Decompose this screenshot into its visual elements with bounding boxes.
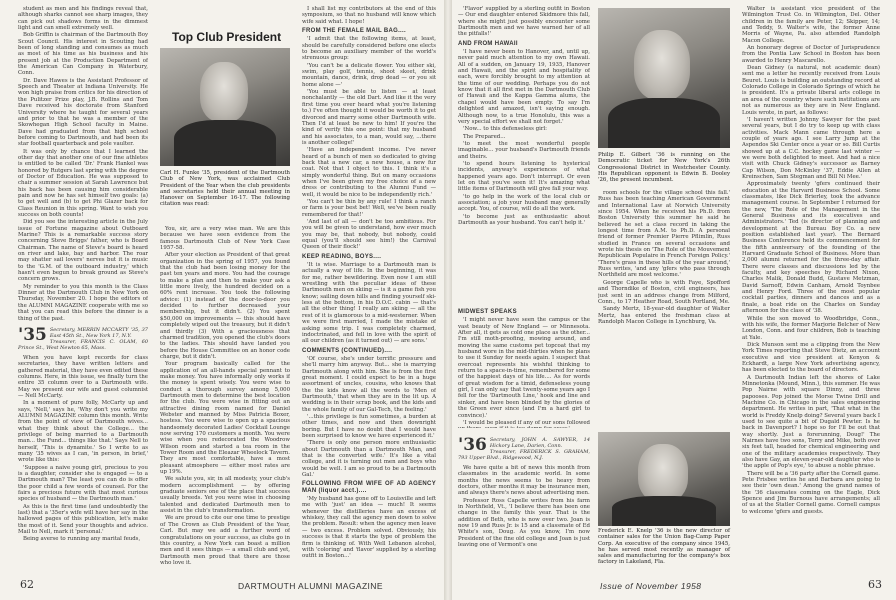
paragraph: You, sir, are a very wise man. We are this because we have seen evidence from the famous Dartmouth Club of New York Case 1957-58. xyxy=(160,226,290,252)
paragraph: Approximately twenty 'gfers continued their education at the Harvard Business School. Some classmates, like Dick Brierley, took the advance management course. In September I returned for the new, 'The Role of the Management in the General Business and its executives and Administrators.' Ted (is director of planning and development at the Bureau Boy Co. a new position established last year). The Bernard Business Conference held its commencement for the fifth anniversary of the founding of the Harvard Graduate School of Business. More than 2,000 alumni returned for the three-day affair. There were classes and discussions led by the faculty, and key speeches by Richard Nixon, Charles Malik, Donald Budd, Gustave Metzman, David Sarnoff, Edwin Canham, Arnold Toynbee and Henry Ford. Three of the most popular cocktail parties, dinners and dances and as a finale, a boat ride on the Charles on Sunday afternoon for the class of '38. xyxy=(742,181,880,315)
knelp-caption: Frederick E. Knelp '36 is the new director of container sales for the Union Bag-Camp Paper Corp. An executive of the company since 1945, he has served most recently as manager of sales and manufacturing for the company's box factory in Lakeland, Fla. xyxy=(598,528,730,566)
subhead: FOLLOWING FROM WIFE OF AD AGENCY MAN (liquor acct.).... xyxy=(302,481,436,494)
paragraph: 'You must be able to listen — at least nonchalantly — the old Dart. And like it the very first time you ever heard what you're listening to.) I've often thought it would be worth it to get divorced and marry some other Dartmouth wife. Then I'd at least be new to him! If you're the kind of verify this one point: that my husband and his associates, to a man, would say, ...there is another college!' xyxy=(302,89,436,146)
right-column-2-top xyxy=(598,190,730,430)
paragraph: Dick Munson sent me a clipping from the New York Times reporting that Steve Dietz, an account executive and vice president at Kenyon & Eckhardt, a large New York advertising agency, has been elected to the board of directors. xyxy=(742,341,880,374)
subhead: COMMENTS (CONTINUED).... xyxy=(302,347,393,354)
paragraph: After your election as President of that great organization in the spring of 1957, you found that the club had been losing money for the past ten years and more. You had the courage to make a plan and then to make your ask a little more lively, the hundred decided on a 60% rent increase. You took the following advice: (1) instead of the door-to-door you decided to further decreased your membership, but it didn't. (2) You spent $50,000 on improvements — this should have completely wiped out the treasury, but it didn't and thirdly (3) With a graciousness that charmed tradition, you opened the club's doors to the ladies. This should have landed you before the House Committee on an honor code charge, but it didn't. xyxy=(160,252,290,360)
class-number: '35 xyxy=(18,326,47,345)
paragraph: The Prepared... xyxy=(463,133,506,140)
paragraph: Bob Griffin is chairman of the Dartmouth Boy Scout Council. His interest in Scouting had been of long standing and consumes as much as most of his time as his business and his present job at the Production Department of the American Can Company in Waterbury, Conn. xyxy=(18,32,148,77)
section-title: Top Club President xyxy=(172,30,282,44)
paragraph: We are proud to cite our one time to prestige of The Crown as Club President of the Year, Carl. But may we add a further word of congratulations on your success, as clubs go in this country, a New York can boast a million men and it sees things — a small club and yet, Dartmouth men proud that there are those who love it. xyxy=(160,515,290,566)
paragraph: Sandy Mertz, 18-year-old daughter of Walter Mertz, has entered the freshman class at Randolph Macon College in Lynchburg, Va. xyxy=(598,306,730,325)
paragraph: 'to go help in the work of the local club or association; a job your husband may generally accept. You, of course, will do all the work. xyxy=(458,193,590,213)
paragraph: student as men and his findings reveal that, although sharks cannot see sharp images, they can pick out shadows forms in the dimmest light and can smell extremely well. xyxy=(18,6,148,32)
paragraph: There will be a '36 party after the Cornell game. Pete Frisbee writes he and Barbara are going to see their 'own dean.' Among the grand names of the '36 classmates coming on the Eagle, Dick Spence and Jim Burnous have arrangements; all of us at the Statler Cornell game. Cornell campus to welcome 'gfers and guests. xyxy=(742,470,880,515)
paragraph: 'Have an independent income. I've never heard of a bunch of men so dedicated to giving back that a new car, a new house, a new fur coat. Not that I object to this. I think it's a simply wonderful thing. But on many occasions when I've been given my free choice of a new dress or contributing to the Alumni Fund — well, it would be nice to be independently rich.' xyxy=(302,147,436,198)
paragraph: We have quite a bit of news this month from classmates in the academic world. In some months the news seems to be heavy from doctors, other months it may be insurance men, and always there's news about advertising men. xyxy=(458,465,590,497)
paragraph: 'I would be pleased if any of our sons followed xyxy=(463,419,590,426)
paragraph: While the son moved to Woodbridge, Conn., with his wife, the former Marjorie Belcher of New London, Conn. and four children, Bob is teaching at Yale. xyxy=(742,315,880,341)
gilbert-caption: Philip E. Gilbert '36 is running on the Democratic ticket for New York's 26th Congressional District in Westchester County. His Republican opponent is Edwin B. Dooley '26, the present incumbent. xyxy=(598,152,730,184)
running-footer: DARTMOUTH ALUMNI MAGAZINE xyxy=(238,581,383,591)
page-number: 62 xyxy=(20,578,34,591)
paragraph: 'to become just as enthusiastic about Dartmouth as your husband. You can't help it.' xyxy=(458,213,590,226)
paragraph: 'I have never been to Hanover, and, until up, never paid much attention to my own Hawaii. All of a sudden, on January 19, 1935, Hanover and Hawaii, and the spirit and hospitality of each, were forcibly brought to my attention at the time of our wedding. Perhaps you do not know that it all first met in the Dartmouth Club of Hawaii and the Kappa Gamma alums, the chapel would have been empty. To say I'm delighted and amazed, isn't saying enough. Although now, to a true Honolulu, this was a very special effort we shall not forget.' xyxy=(458,49,590,125)
left-column-1 xyxy=(18,6,148,566)
paragraph: room schools for the village school this fall.' Russ has been teaching American Government and International Law at Norwich University since 1954. When he received his Ph.D. from Boston University this summer he said he believed he set a class record in taking the longest time from A.M. to Ph.D. A personal friend of former Premier Pierre Pflimlin, Russ studied in France on several occasions and wrote his thesis on 'The Role of the Mouvement Republicain Populaire in French Foreign Policy.' 'There's grass in these hills of the year around,' Russ writes, 'and any 'gfers who pass through Northfield are most welcome.' xyxy=(598,190,730,279)
paragraph: When you have kept records for class secretaries, they have written letters and gathered material, they have even edited these columns. Here, in this issue, we finally turn the entire 35 column over to a Dartmouth wife. May we present our wife and guest columnist — Nell McCarty. xyxy=(18,354,148,399)
subhead: FROM THE FEMALE MAIL BAG.... xyxy=(302,28,406,35)
paragraph: George Capelle who is with Faye, Spofford and Thorndike of Boston, civil engineers, has just sent in an address change from Milford, Conn., to 17 Heather Road, South Portland, Me. xyxy=(598,279,730,305)
paragraph: As this is the first time (and undoubtedly the last) that a '35er's wife will have her say in the hallowed pages of this publication, let's make the most of it. Send your thoughts and advice. Mail to Nell, mark it 'personal.' xyxy=(18,503,148,536)
subhead: MIDWEST SPEAKS xyxy=(458,309,517,315)
paragraph: Dr. Dave Hawes is the Assistant Professor of Speech and Theater at Indiana University. He won high praise from critics for his direction of the Pulitzer Prize play, J.B. Rollins and Tom Dave received his doctorate from Stanford University where he taught for several years and prior to that he was a member of the Skowhegan High School faculty in Maine. Dave had graduated from that high school before coming to Dartmouth, and had been its star football quarterback and pole vaulter. xyxy=(18,77,148,148)
paragraph: 'You can't be thin by any rule! I think a ranch or farm is your best bet! Well, we've been really remembered for that!' xyxy=(302,198,436,218)
right-page xyxy=(450,0,896,600)
paragraph: 'You can't be a delicate flower. You either ski, swim, play golf, tennis, shoot skeet, drink mountain, dance, drink, drop dead — or you sit home alone —' xyxy=(302,62,436,88)
running-footer: Issue of November 1958 xyxy=(600,581,702,591)
paragraph: Being averse to running any marital feuds, xyxy=(23,536,141,543)
left-column-2 xyxy=(160,226,290,571)
left-page xyxy=(0,0,446,600)
paragraph: Dean Gidney (a natural, not academic dean) sent me a letter he recently received from Louis Beuret. Louis is building an outstanding record at Colorado College in Colorado Springs of which he is president. It's a private liberal arts college in an area of the country where such institutions are not as numerous as they are in New England. Louis wrote, in part, as follows: xyxy=(742,65,880,116)
paragraph: In a moment of pure folly, McCarty up and says, 'Nell,' says he, 'Why don't you write my ALUMNI MAGAZINE column this month. Write from the point of view of Dartmouth wives... what they think about the College... the privilege of being married to a Dartmouth man... the Fund... things like that.' Says Nell to herself, 'This is dynamite.' So I write to as many '35 wives as I can, 'in person, in brief,' wrote like this: xyxy=(18,400,148,464)
class-treasurer: Treasurer, FRANCIS C. OLAM, 60 Prince St., West Newton 65, Mass. xyxy=(18,338,148,351)
paragraph: I shall list my contributors at the end of this symposium, so that no husband will know which wife said what. I hope! xyxy=(302,6,436,25)
right-column-1-mid xyxy=(458,306,590,428)
club-president-photo xyxy=(160,48,290,166)
paragraph: 'I might never have seen the campus or the vast beauty of New England — or Minnesota. After all, it gets as cold one place as the other... I'm still moth-proofing, mowing around, and mowing the same customs pet topcoat that my husband wore in the mid-thirties when he plans to use it Sunday for needs again. I suspect that overcoat represents his wishful thinking to return to a space-in-time, remembered for some of the happiest days of his life.... As for words of great wisdom for a timid, defenseless young girl, I can only say that twenty-some years ago I fell for the 'Dartmouth Line,' hook and line and sinker, and have been blinded by the glories of the Green ever since (and I'm a hard girl to convince).' xyxy=(458,317,590,419)
subhead: KEEP READING, BOYS.... xyxy=(302,253,382,260)
class-secretary: Secretary, MERRIN MCCARTY '35, 37 East 45th St., New York 17, N.Y. xyxy=(49,326,148,339)
paragraph: We salute you, sir, in all modesty, your club's modern accomplishment — by offering graduate seniors one of the place that success usually breeds. Yet you were wise in choosing talented and dedicated Dartmouth men to assist in the club's transformation. xyxy=(160,476,290,515)
gilbert-photo xyxy=(598,8,730,148)
right-column-3 xyxy=(742,6,880,571)
paragraph: '...this privilege is fun sometimes, a burden at other times, and now and then downright boring. But I have no doubt that I would have been surprised to know we have experienced it.' xyxy=(302,413,436,439)
page-number: 63 xyxy=(868,578,882,591)
paragraph: It was only by chance that I learned the other day that another one of our fine athletes is entitled to be called 'Dr.' Frank Hankel was honored by Rutgers last spring with the degree of Doctor of Education. He was supposed to chair a summer session at Sarah Lawrence but his back has been causing him considerable pain and now he has set himself two goals: (a) to get well and (b) to get Phi Glazer back for Class Reunion in this spring. Want to wish you success on both counts! xyxy=(18,148,148,218)
paragraph: 'My husband has gone off to Louisville and left me with 'just' an idea — much! It seems whenever the distilleries have an excess of whiskey, they call the agency men down to solve the problem. Result: when the agency men leave — two excess. Problem solved. Obviously, his success is that it starts the type of problem the firm is thinking of. With Well Lebanon alcohol, with 'coloring' and 'flavor' supplied by a sterling outfit in Boston...' xyxy=(302,496,436,560)
subhead: AND FROM HAWAII xyxy=(458,40,518,47)
class-36-header xyxy=(458,437,590,461)
paragraph: My reminder to you this month is the Class Dinner at the Dartmouth Club in New York on Thursday, November 20. I hope the editors of the ALUMNI MAGAZINE cooperate with me so that you can read this before the dinner is a thing of the past. xyxy=(18,283,148,322)
paragraph: 'Suppose a naive young girl, precious to you is a daughter, consider she is engaged — to a Dartmouth man? The least you can do is offer the poor child a few words of counsel. For the fairs a precious future with that most curious species of husband — the Dartmouth man.' xyxy=(18,464,148,503)
paragraph: 'I haven't written Johnny Sawyer for the past several years, but I do try to keep up with class activities. Mack Mann came through here a couple of years ago. I see Larry Jump at the Aspendos Ski Center once a year or so. Bill Curtis showed up at a C.C. hockey game last winter — we were both delighted to meet. And had a nice visit with Chuck Gidney's successor as Barney Cap Wilson, Don McKinley '37, Eddie Allen at Kreinschen, Sam Stegman and Bill Ni Mee.' xyxy=(742,116,880,180)
paragraph: 'to meet the most wonderful people imaginable... your husband's Dartmouth friends and theirs. xyxy=(458,140,590,160)
class-number: '36 xyxy=(458,437,487,455)
paragraph: Did you see the interesting article in the July issue of Fortune magazine about Outboard Marine? This is a remarkable success story concerning Steve Briggs' father, who is Board Chairman. The name of Steve's board is heard on river and lake, bay and harbor. The roar may shatter sail lovers' nerves but it is music to the 'G.M. of the outboard industry,' which hasn't even begun to break ground as Steve's concern grows. xyxy=(18,219,148,283)
paragraph: 'There is only one person more enthusiastic about Dartmouth than a Dartmouth Man, and that is the converted wife.' It's like a vital college, and it is turning out men and boys who would be well. I am so proud to be a Dartmouth Gal.' xyxy=(302,440,436,479)
paragraph: Professor Ross Capelle writes from his farm in Northfield, Vt., 'I believe there has been one change in the family this year. That is the addition of Beth, who is now over two. Joan is now 19 and Russ Jr. is 15 and a classmate of Ed White's son, Doug. As you know, I'm now President of the fine old college and Joan is just leaving one of Vermont's one xyxy=(458,497,590,549)
right-column-1-top xyxy=(458,6,590,306)
paragraph: An honorary degree of Doctor of Jurisprudence from the Pontia Law School in Boston has been awarded to Henry Mascarello. xyxy=(742,45,880,64)
paragraph: A Dartmouth Indian left the shores of Lake Minnetonka (Mound, Minn.), this summer. He was Pop Nairne with square Dinny, and three papooses. Pop joined the Morse Twine Drill and Machine Co. in Chicago in the sales engineering department. He writes in part, 'That what in the world is Freddy Knelp doing? Several years back I used to see quite a bit of Dugald Pewter. Is he back in Davenport? I hope so for I'll be out that way shortly. Just a forerunning, Doug!' The Nairnes have two sons, Terry and Mike, both over six feet tall, headed for chemical engineering and one of the military academies respectively. They also have Gay, an eleven-year-old daughter who is 'the apple of Pop's eye,' to abuse a noble phrase. xyxy=(742,374,880,470)
paragraph: 'And last of all — don't be too ambitious. For you will be given to understand, how ever much you may be, that nobody, but nobody, could equal (you'll should see him!) the Carnival Queen of their flock!' xyxy=(302,219,436,251)
paragraph: 'Now... to this defenseless girl: xyxy=(463,126,547,133)
photo-caption: Carl H. Funke '35, president of the Dartmouth Club of New York, was acclaimed Club President of the Year when the club presidents and secretaries held their annual meeting in Hanover on September 16-17. The following citation was read: xyxy=(160,170,290,208)
paragraph: 'It is wise. Marriage to a Dartmouth man is actually a way of life. In the beginning, it was for me, rather bewildering. Even now I am still wrestling with the peculiar ideas of these Dartmouth men on skiing — is it a game fish you know; sailing down hills and finding yourself ski-less at the bottom, in his D.O.C. cabin — that's all the other thing! I really am skiing — all the rest of it is glamorous to a mid-westerner. When we were first married, I made the mistake of asking some trip. I was completely charmed, indoctrinated, and fell in love with the spirit of all our children (as it turned out) — are sons.' xyxy=(302,262,436,345)
knelp-photo xyxy=(598,432,730,526)
paragraph: Your program basically called for the application of an all-hands special pennant to make money. You have informally only works if the money is spent wisely. You were wise to conduct a thorough survey among 5,000 Dartmouth men to determine the best location for the club. You were wise in fitting out an attractive dining room named for Daniel Webster and manned by Miss Patricia Boxer, hostess. You were wise to open up a spacious handsomely decorated Ladies' Cocktail Lounge now serving 170 customers a month. You were wise when you redecorated the Woodrow Wilson room and started a tea room in the Tower Room and the Eleazar Wheelock Tavern. They are most comfortable, have a most pleasant atmosphere — either most rates are up 19%. xyxy=(160,361,290,476)
paragraph: 'to spend hours listening to hysterical incidents, anyway's experiences of what happened years ago. Don't interrupt. Or even let on that you've seen it! It's amazing what little items of Dartmouth will give fall your way. xyxy=(458,160,590,193)
paragraph: Walter is assistant vice president of the Wilmington Trust Co. in Wilmington, Del. Other children in the family are Peter, 12; Skipper, 14; and Teddy, 9. Walter's wife, the former Anne Morris of Wayne, Pa. also attended Randolph Macon College. xyxy=(742,6,880,44)
class-treasurer: Treasurer, FREDERICK S. GRAHAM, 793 Upper Blvd., Ridgewood, N.J. xyxy=(458,449,590,461)
paragraph: 'I admit that the following items, at least, should be carefully considered before one elects to become an auxiliary member of the world's strenuous group: xyxy=(302,36,436,62)
paragraph: 'Of course, she's under terrific pressure and she'll marry him anyway. But... she is marrying Dartmouth along with him. She is from the first great moment. I could expect to be in a huge assortment of uncles, cousins, who knows that the the kids know all the words to 'Men of Dartmouth,' that when they are in the lit up. A wedding is in their scrap book, and the kids and the whole family of our Gal-Tech, the feeling.' xyxy=(302,355,436,413)
right-column-1-bottom xyxy=(458,432,590,570)
left-column-3 xyxy=(302,6,436,571)
class-secretary: Secretary, JOHN A. SAWYER, 14 Hickory Lane, Darien, Conn. xyxy=(489,437,590,449)
class-35-header xyxy=(18,327,148,351)
paragraph: 'Flavor' supplied by a sterling outfit in Boston — Our end daughter entered Skidmore this fall, where she might just possibly encounter some Dartmouth men and we have warned her of all the pitfalls!' xyxy=(458,6,590,38)
